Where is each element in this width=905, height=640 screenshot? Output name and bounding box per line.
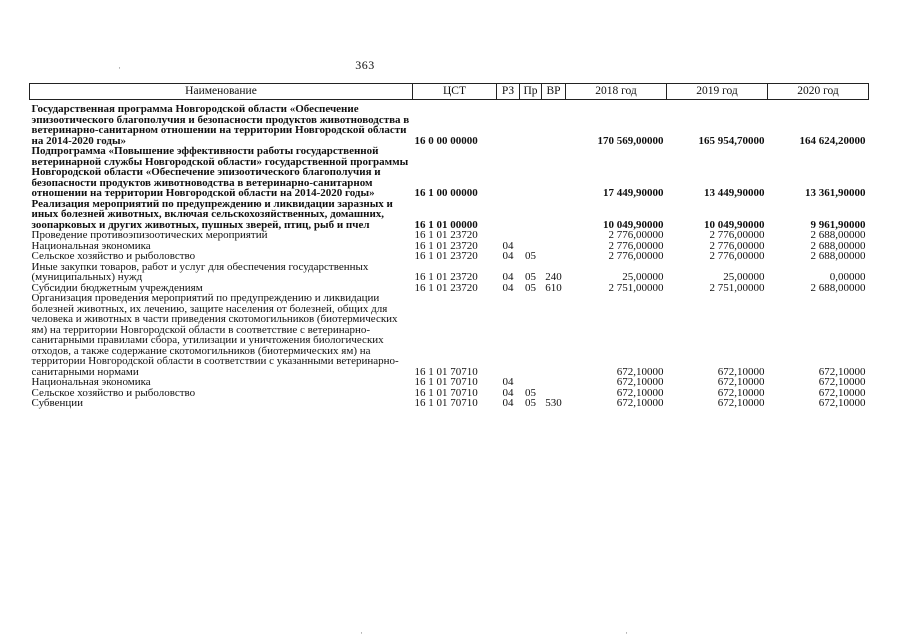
header-2019: 2019 год <box>667 84 768 100</box>
cell-cst: 16 1 01 23720 <box>414 229 478 241</box>
cell-name: Иные закупки товаров, работ и услуг для обеспечения государственных (муниципальных) нужд <box>31 260 369 283</box>
header-pr: Пр <box>520 84 542 100</box>
header-rz: РЗ <box>497 84 520 100</box>
cell-2019: 165 954,70000 <box>698 134 765 147</box>
header-name: Наименование <box>30 84 413 100</box>
table-row <box>30 377 869 388</box>
cell-rz: 04 <box>502 239 514 252</box>
table-header-row <box>30 84 869 100</box>
cell-rz <box>497 146 520 199</box>
cell-name: Национальная экономика <box>31 239 151 252</box>
cell-vr <box>542 241 566 252</box>
cell-rz: 04 <box>502 281 514 294</box>
cell-2019: 2 751,00000 <box>709 281 765 294</box>
cell-cst: 16 1 01 23720 <box>414 281 478 294</box>
cell-2020: 672,10000 <box>818 376 866 388</box>
cell-2020: 164 624,20000 <box>799 134 866 147</box>
table-row <box>30 251 869 262</box>
cell-2018: 25,00000 <box>622 271 664 283</box>
cell-cst: 16 1 01 70710 <box>414 376 478 388</box>
cell-name: Государственная программа Новгородской области «Обеспечение эпизоотического благополучия и безопасности продуктов животноводства в ветеринарно-санитарном отношении на территории Новгородской области на 2014-2020 годы» <box>31 103 410 147</box>
cell-vr: 610 <box>545 281 562 294</box>
table-row <box>30 100 869 147</box>
header-2018: 2018 год <box>566 84 667 100</box>
cell-name: Сельское хозяйство и рыболовство <box>31 250 196 262</box>
cell-cst: 16 1 01 23720 <box>414 239 478 252</box>
table-row <box>30 146 869 199</box>
cell-2018: 17 449,90000 <box>603 187 664 199</box>
cell-2020: 0,00000 <box>829 271 866 283</box>
cell-2020: 672,10000 <box>818 397 866 409</box>
cell-rz: 04 <box>502 376 514 388</box>
cell-rz <box>497 293 520 377</box>
cell-2020: 672,10000 <box>818 365 866 378</box>
cell-vr <box>542 199 566 231</box>
cell-2020: 2 688,00000 <box>810 229 866 241</box>
cell-cst: 16 1 01 70710 <box>414 397 478 409</box>
cell-cst: 16 1 01 00000 <box>414 218 478 231</box>
cell-2018: 2 751,00000 <box>608 281 664 294</box>
cell-pr: 05 <box>525 271 536 283</box>
cell-vr: 530 <box>545 397 562 409</box>
cell-pr <box>520 199 542 231</box>
scan-speck: · <box>625 628 628 638</box>
cell-vr <box>542 230 566 241</box>
cell-2020: 2 688,00000 <box>810 281 866 294</box>
cell-2018: 672,10000 <box>616 386 664 399</box>
cell-rz: 04 <box>502 397 514 409</box>
cell-cst: 16 1 01 70710 <box>414 386 478 399</box>
cell-2018: 170 569,00000 <box>597 134 664 147</box>
cell-2018: 2 776,00000 <box>608 229 664 241</box>
table-row <box>30 398 869 409</box>
cell-rz <box>497 199 520 231</box>
cell-name: Реализация мероприятий по предупреждению и ликвидации заразных и иных болезней животных, включая сельскохозяйственных, домашних, зоопарковых и других животных, пушных зверей, птиц, рыб и пчел <box>31 197 393 231</box>
cell-2019: 2 776,00000 <box>709 229 765 241</box>
cell-2020: 2 688,00000 <box>810 239 866 252</box>
cell-name: Подпрограмма «Повышение эффективности работы государственной ветеринарной службы Новгородской области» государственной программы Новгородской области «Обеспечение эпизоотического благополучия и безопасности продуктов животноводства в ветеринарно-санитарном отношении на территории Новгородской области на 2014-2020 годы» <box>31 145 409 199</box>
cell-vr <box>542 293 566 377</box>
cell-name: Проведение противоэпизоотических мероприятий <box>31 229 268 241</box>
scan-speck: · <box>360 628 363 638</box>
cell-rz: 04 <box>502 386 514 399</box>
cell-pr: 05 <box>525 386 536 399</box>
table-row <box>30 262 869 283</box>
cell-vr <box>542 146 566 199</box>
cell-vr <box>542 377 566 388</box>
cell-name: Сельское хозяйство и рыболовство <box>31 386 196 399</box>
cell-2019: 10 049,90000 <box>704 218 765 231</box>
cell-rz: 04 <box>502 250 514 262</box>
cell-2020: 13 361,90000 <box>805 187 866 199</box>
table-row <box>30 230 869 241</box>
cell-pr <box>520 146 542 199</box>
cell-vr <box>542 100 566 147</box>
cell-2020: 672,10000 <box>818 386 866 399</box>
scan-speck: · <box>118 63 121 73</box>
table-row <box>30 199 869 231</box>
cell-cst: 16 1 00 00000 <box>414 187 478 199</box>
cell-2019: 672,10000 <box>717 386 765 399</box>
cell-pr <box>520 100 542 147</box>
cell-vr: 240 <box>545 271 562 283</box>
cell-2019: 2 776,00000 <box>709 239 765 252</box>
cell-2019: 2 776,00000 <box>709 250 765 262</box>
cell-rz <box>497 100 520 147</box>
budget-table <box>29 83 869 409</box>
cell-rz <box>497 230 520 241</box>
cell-pr: 05 <box>525 250 536 262</box>
cell-2019: 13 449,90000 <box>704 187 765 199</box>
cell-pr <box>520 377 542 388</box>
cell-rz: 04 <box>502 271 514 283</box>
cell-2019: 672,10000 <box>717 365 765 378</box>
cell-name: Организация проведения мероприятий по предупреждению и ликвидации болезней животных, их лечению, защите населения от болезней, общих для человека и животных в части приведения скотомогильников (биотермических ям) на территории Новгородской области в соответствие с ветеринарно-санитарными правилами сбора, утилизации и уничтожения биологических отходов, а также содержание скотомогильников (биотермических ям) на территории Новгородской области в соответствии с указанными ветеринарно-санитарными нормами <box>31 292 399 378</box>
cell-2020: 9 961,90000 <box>810 218 866 231</box>
cell-2018: 672,10000 <box>616 365 664 378</box>
cell-2018: 2 776,00000 <box>608 250 664 262</box>
cell-name: Субсидии бюджетным учреждениям <box>31 281 203 294</box>
cell-cst: 16 0 00 00000 <box>414 134 478 147</box>
cell-2019: 25,00000 <box>723 271 765 283</box>
page-number: 363 <box>355 58 375 72</box>
cell-2018: 672,10000 <box>616 397 664 409</box>
cell-name: Субвенции <box>31 397 84 409</box>
cell-name: Национальная экономика <box>31 376 151 388</box>
cell-pr: 05 <box>525 281 536 294</box>
cell-2019: 672,10000 <box>717 397 765 409</box>
cell-pr <box>520 230 542 241</box>
header-vr: ВР <box>542 84 566 100</box>
header-cst: ЦСТ <box>413 84 497 100</box>
cell-2018: 10 049,90000 <box>603 218 664 231</box>
cell-2018: 672,10000 <box>616 376 664 388</box>
cell-cst: 16 1 01 70710 <box>414 365 478 378</box>
cell-pr: 05 <box>525 397 536 409</box>
table-row <box>30 293 869 377</box>
cell-vr <box>542 251 566 262</box>
cell-2018: 2 776,00000 <box>608 239 664 252</box>
cell-2020: 2 688,00000 <box>810 250 866 262</box>
header-2020: 2020 год <box>768 84 869 100</box>
table-body <box>30 100 869 409</box>
cell-cst: 16 1 01 23720 <box>414 250 478 262</box>
cell-pr <box>520 293 542 377</box>
cell-2019: 672,10000 <box>717 376 765 388</box>
cell-cst: 16 1 01 23720 <box>414 271 478 283</box>
